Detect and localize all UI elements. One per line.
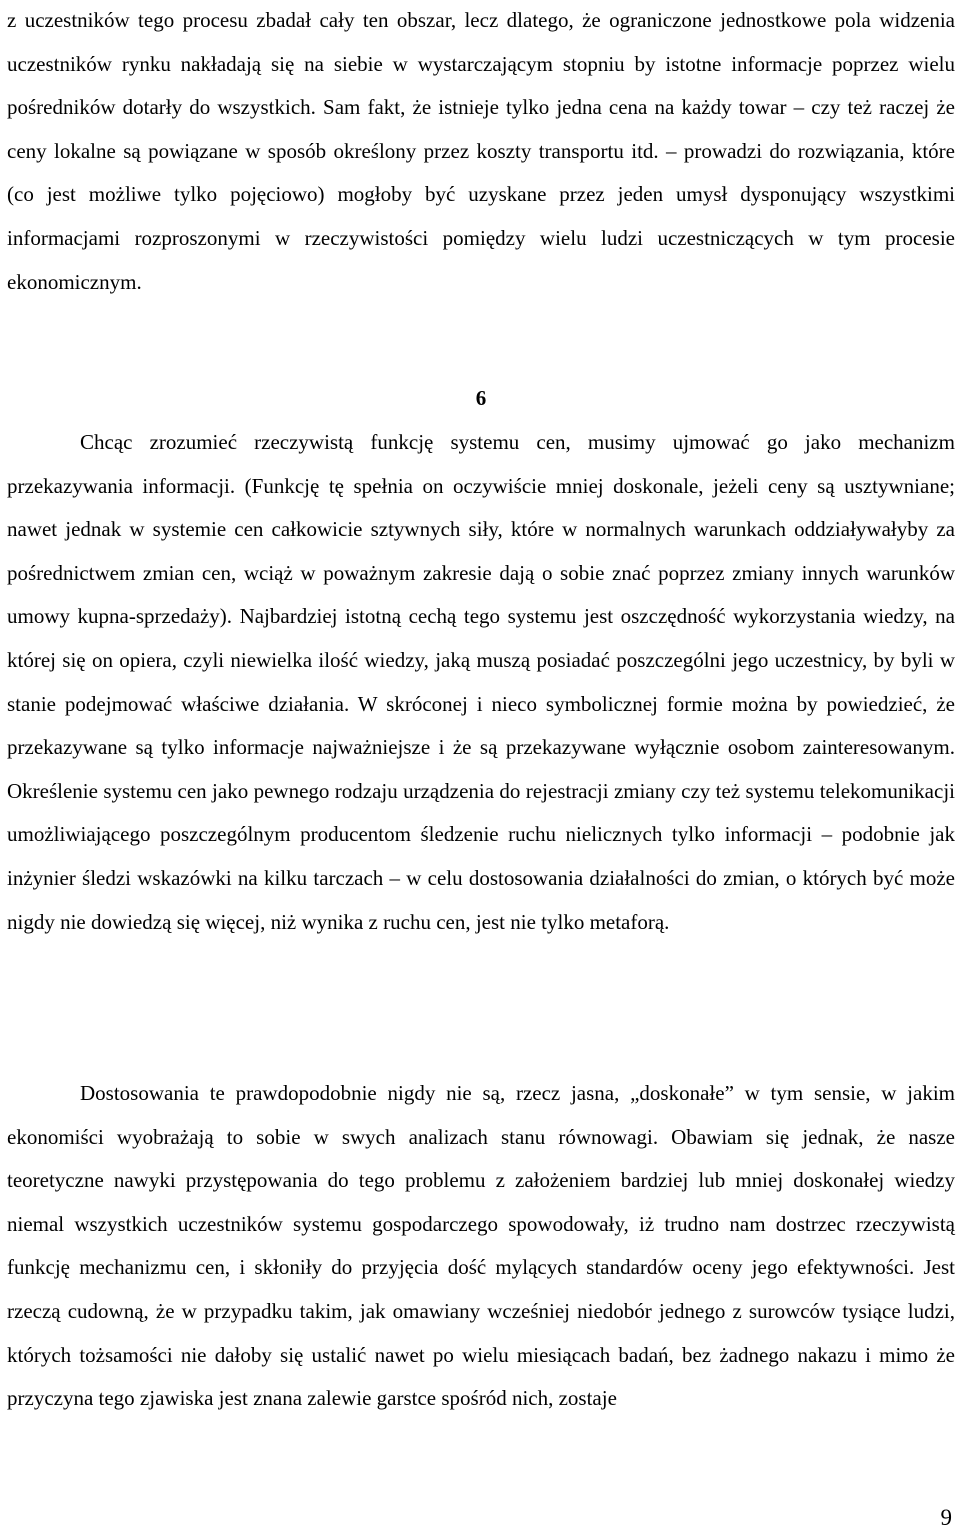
section-number: 6: [475, 386, 487, 410]
paragraph-price-system: Chcąc zrozumieć rzeczywistą funkcję systemu cen, musimy ujmować go jako mechanizm przekazywania informacji. (Funkcję tę spełnia on oczywiście mniej doskonale, jeżeli ceny są usztywniane; nawet jednak w systemie cen całkowicie sztywnych siły, które w normalnych warunkach oddziaływałyby za pośrednictwem zmian cen, wciąż w poważnym zakresie dają o sobie znać poprzez zmiany innych warunków umowy kupna-sprzedaży). Najbardziej istotną cechą tego systemu jest oszczędność wykorzystania wiedzy, na której się on opiera, czyli niewielka ilość wiedzy, jaką muszą posiadać poszczególni jego uczestnicy, by byli w stanie podejmować właściwe działania. W skróconej i nieco symbolicznej formie można by powiedzieć, że przekazywane są tylko informacje najważniejsze i że są przekazywane wyłącznie osobom zainteresowanym. Określenie systemu cen jako pewnego rodzaju urządzenia do rejestracji zmiany czy też systemu telekomunikacji umożliwiającego poszczególnym producentom śledzenie ruchu nielicznych tylko informacji – podobnie jak inżynier śledzi wskazówki na kilku tarczach – w celu dostosowania działalności do zmian, o których być może nigdy nie dowiedzą się więcej, niż wynika z ruchu cen, jest nie tylko metaforą.: [7, 430, 955, 934]
page-number: 9: [940, 1505, 952, 1530]
paragraph-continuation: z uczestników tego procesu zbadał cały ten obszar, lecz dlatego, że ograniczone jednostkowe pola widzenia uczestników rynku nakładają się na siebie w wystarczającym stopniu by istotne informacje poprzez wielu pośredników dotarły do wszystkich. Sam fakt, że istnieje tylko jedna cena na każdy towar – czy też raczej że ceny lokalne są powiązane w sposób określony przez koszty transportu itd. – prowadzi do rozwiązania, które (co jest możliwe tylko pojęciowo) mogłoby być uzyskane przez jeden umysł dysponujący wszystkimi informacjami rozproszonymi w rzeczywistości pomiędzy wielu ludzi uczestniczących w tym procesie ekonomicznym.: [7, 8, 955, 294]
paragraph-adjustments: Dostosowania te prawdopodobnie nigdy nie są, rzecz jasna, „doskonałe” w tym sensie, w jakim ekonomiści wyobrażają to sobie w swych analizach stanu równowagi. Obawiam się jednak, że nasze teoretyczne nawyki przystępowania do tego problemu z założeniem bardziej lub mniej doskonałej wiedzy niemal wszystkich uczestników systemu gospodarczego spowodowały, iż trudno nam dostrzec rzeczywistą funkcję mechanizmu cen, i skłoniły do przyjęcia dość mylących standardów oceny jego efektywności. Jest rzeczą cudowną, że w przypadku takim, jak omawiany wcześniej niedobór jednego z surowców tysiące ludzi, których tożsamości nie dałoby się ustalić nawet po wielu miesiącach badań, bez żadnego nakazu i mimo że przyczyna tego zjawiska jest znana zalewie garstce spośród nich, zostaje: [7, 1081, 955, 1411]
